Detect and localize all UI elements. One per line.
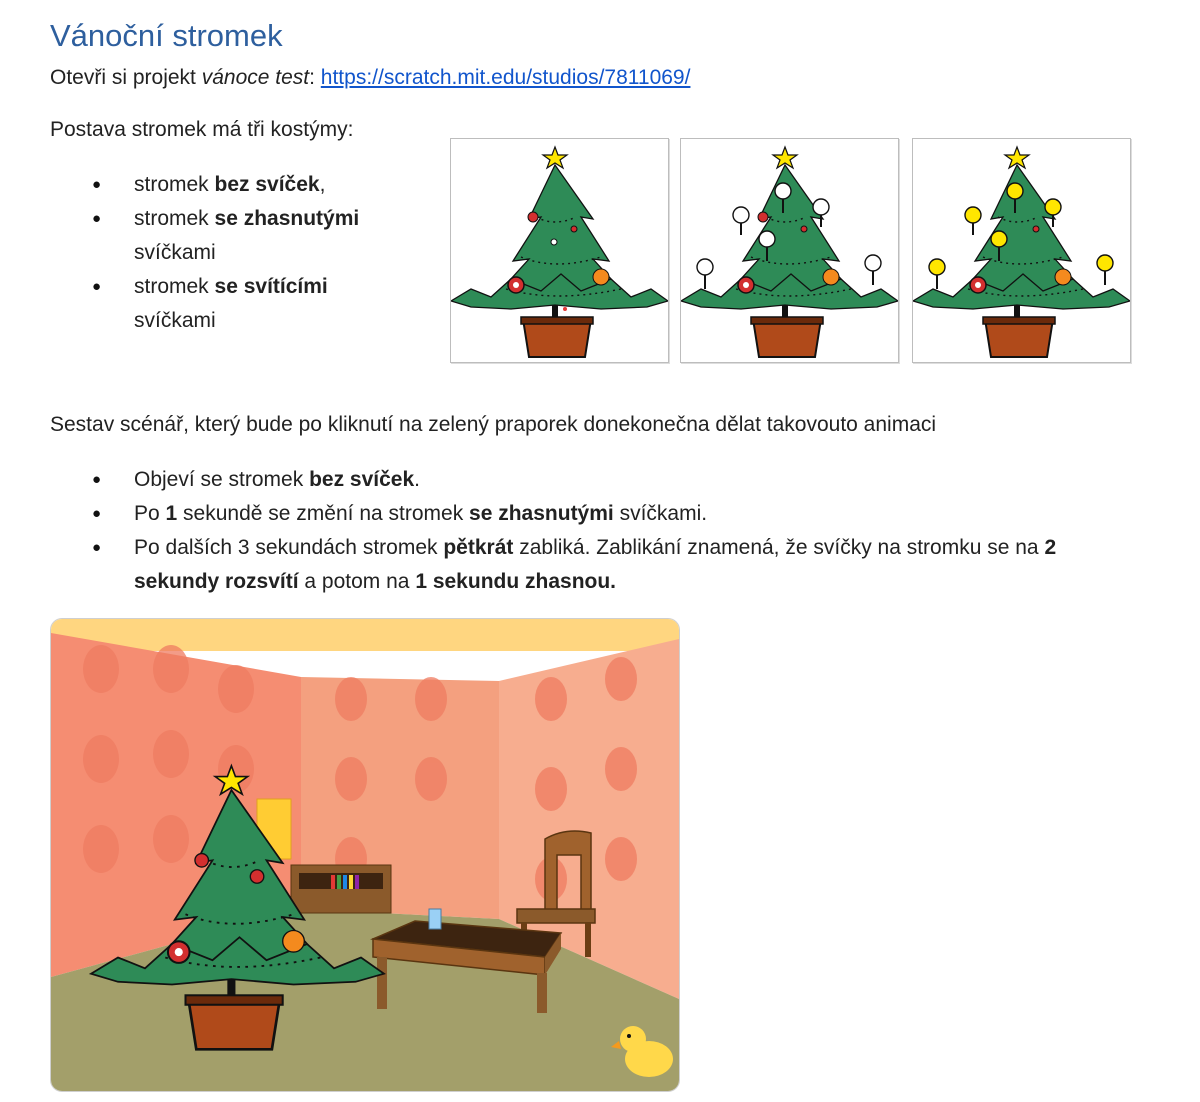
intro-line	[50, 66, 690, 90]
tree-unlit-candles-icon	[681, 139, 898, 362]
task-item: ● Po 1 sekundě se změní na stromek se zhasnutými svíčkami.	[50, 497, 1150, 531]
costumes-list	[50, 168, 430, 338]
costume-image-lit-candles	[912, 138, 1131, 363]
task-intro: Sestav scénář, který bude po kliknutí na zelený praporek donekonečna dělat takovouto animaci	[50, 413, 937, 436]
page-title: Vánoční stromek	[50, 18, 283, 53]
costume-item: ● stromek bez svíček,	[50, 168, 430, 202]
costume-item: ● stromek se svítícími svíčkami	[50, 270, 430, 338]
costume-image-no-candles	[450, 138, 669, 363]
task-list	[50, 463, 1150, 599]
intro-colon: :	[309, 66, 321, 89]
costumes-heading: Postava stromek má tři kostýmy:	[50, 118, 354, 141]
intro-prefix: Otevři si projekt	[50, 66, 202, 89]
tree-no-candles-icon	[451, 139, 668, 362]
project-name: vánoce test	[201, 66, 310, 89]
studio-link[interactable]: https://scratch.mit.edu/studios/7811069/	[320, 66, 691, 89]
costume-image-unlit-candles	[680, 138, 899, 363]
tree-lit-candles-icon	[913, 139, 1130, 362]
costume-item: ● stromek se zhasnutými svíčkami	[50, 202, 430, 270]
task-item: ● Objeví se stromek bez svíček.	[50, 463, 1150, 497]
task-item: ● Po dalších 3 sekundách stromek pětkrát zabliká. Zablikání znamená, že svíčky na stromku se na 2 sekundy rozsvítí a potom na 1 sekundu zhasnou.	[50, 531, 1150, 599]
room-scene-image	[51, 619, 679, 1091]
stage-preview	[50, 618, 680, 1092]
